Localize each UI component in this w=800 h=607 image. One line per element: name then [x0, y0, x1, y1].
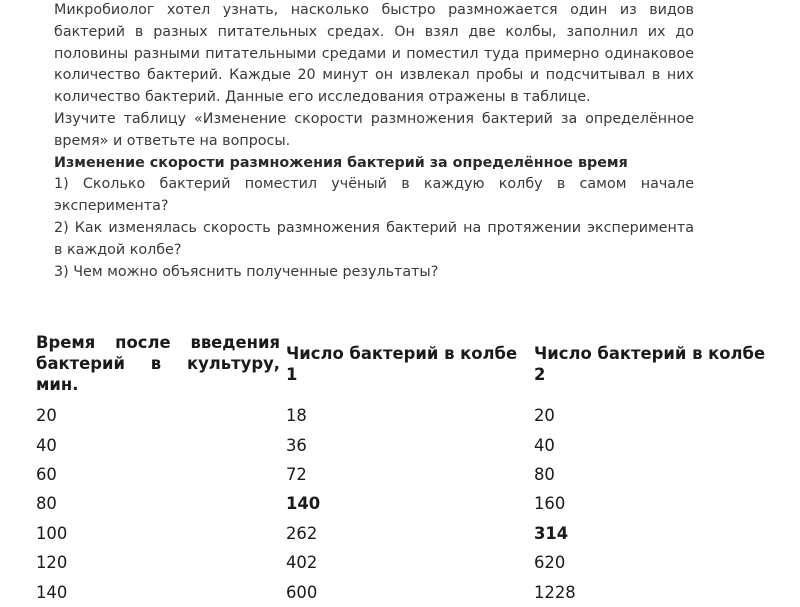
table-title: Изменение скорости размножения бактерий за определённое время [54, 154, 628, 171]
header-flask-2: Число бактерий в колбе 2 [534, 343, 766, 384]
cell-flask-2: 160 [534, 494, 566, 514]
intro-paragraph: Микробиолог хотел узнать, насколько быстро размножается один из видов бактерий в разных питательных средах. Он взял две колбы, заполнил их до половины разными питательными средами и поместил туда примерно одинаковое количество бактерий. Каждые 20 минут он извлекал пробы и подсчитывал в них количество бактерий. Данные его исследования отражены в таблице. [54, 2, 694, 106]
cell-flask-1: 36 [286, 435, 307, 455]
bacteria-table [36, 332, 786, 607]
table-row [36, 548, 786, 577]
header-flask-1: Число бактерий в колбе 1 [286, 343, 518, 384]
cell-flask-1: 72 [286, 464, 307, 484]
table-row [36, 519, 786, 548]
cell-time: 80 [36, 494, 57, 514]
table-row [36, 577, 786, 606]
cell-flask-1: 18 [286, 406, 307, 426]
cell-flask-2: 80 [534, 464, 555, 484]
table-row [36, 401, 786, 430]
table-row [36, 460, 786, 489]
table-row [36, 430, 786, 459]
cell-time: 40 [36, 435, 57, 455]
cell-flask-2: 1228 [534, 582, 576, 602]
table-header-row [36, 332, 786, 401]
header-time: Время после введения бактерий в культуру, мин. [36, 333, 280, 394]
task-text [54, 0, 694, 283]
cell-flask-2: 314 [534, 523, 569, 543]
cell-flask-1: 402 [286, 553, 318, 573]
instruction-paragraph: Изучите таблицу «Изменение скорости размножения бактерий за определённое время» и ответьте на вопросы. [54, 110, 694, 149]
question-2: 2) Как изменялась скорость размножения бактерий на протяжении эксперимента в каждой колбе? [54, 219, 694, 258]
cell-time: 20 [36, 406, 57, 426]
cell-flask-1: 262 [286, 523, 318, 543]
cell-time: 140 [36, 582, 68, 602]
table-row [36, 489, 786, 518]
question-1: 1) Сколько бактерий поместил учёный в каждую колбу в самом начале эксперимента? [54, 176, 694, 215]
cell-flask-1: 140 [286, 494, 321, 514]
question-3: 3) Чем можно объяснить полученные результаты? [54, 263, 439, 280]
cell-time: 60 [36, 464, 57, 484]
cell-time: 100 [36, 523, 68, 543]
cell-time: 120 [36, 553, 68, 573]
cell-flask-2: 620 [534, 553, 566, 573]
cell-flask-2: 40 [534, 435, 555, 455]
cell-flask-2: 20 [534, 406, 555, 426]
cell-flask-1: 600 [286, 582, 318, 602]
